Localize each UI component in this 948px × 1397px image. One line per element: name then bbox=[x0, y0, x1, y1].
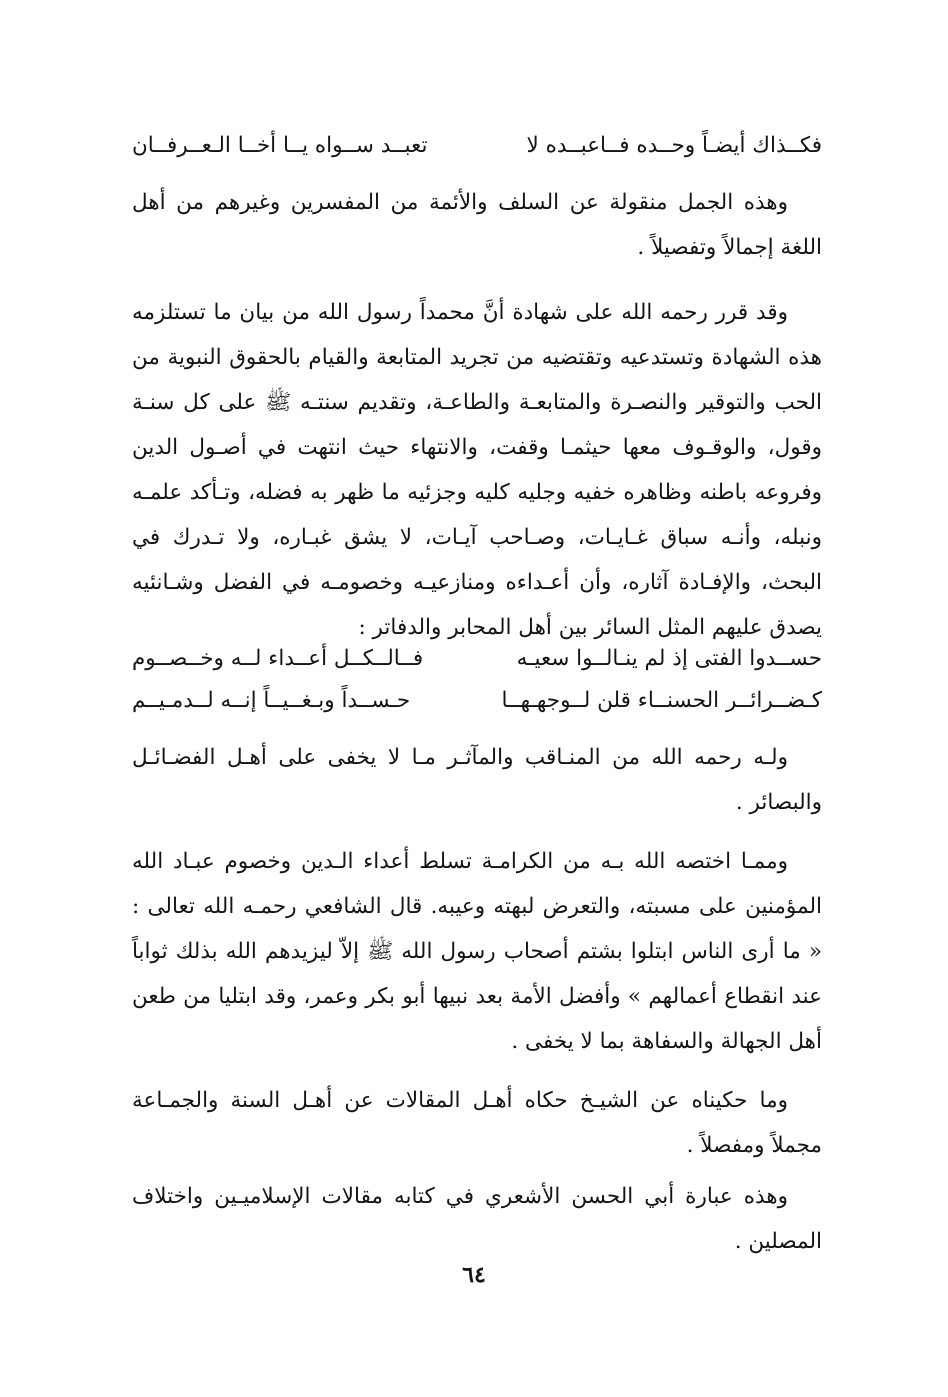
verse-first-hemistich: كـضــرائــر الحسنــاء قلن لــوجهـهــا bbox=[501, 687, 822, 713]
verse-first-hemistich: فكــذاك أيضـاً وحــده فــاعبــده لا bbox=[526, 132, 822, 158]
page-number: ٦٤ bbox=[462, 1262, 486, 1288]
verse-second-hemistich: تعبــد ســواه يــا أخــا الـعــرفــان bbox=[132, 132, 428, 158]
paragraph-6: وهذه عبارة أبي الحسن الأشعري في كتابه مقالات الإسلاميـين واختلاف المصلين . bbox=[132, 1184, 822, 1254]
paragraph-4: وممـا اختصه الله بـه من الكرامـة تسلط أعداء الـدين وخصوم عبـاد الله المؤمنين على مسبته، والتعرض لبهته وعيبه. قال الشافعي رحمـه الله تعالى : « ما أرى الناس ابتلوا بشتم أصحاب رسول الله ﷺ إلاّ ليزيدهم الله بذلك ثواباً عند انقطاع أعمالهم » وأفضل الأمة بعد نبيها أبو بكر وعمر، وقد ابتليا من طعن أهل الجهالة والسفاهة بما لا يخفى . bbox=[132, 849, 822, 1054]
verse-line-2 bbox=[132, 680, 822, 720]
paragraph-2: وقد قرر رحمه الله على شهادة أنَّ محمداً رسول الله من بيان ما تستلزمه هذه الشهادة وتستدعيه وتقتضيه من تجريد المتابعة والقيام بالحقوق النبوية من الحب والتوقير والنصـرة والمتابعـة والطاعـة، وتقديم سنتـه ﷺ على كل سنـة وقول، والوقـوف معها حيثمـا وقفت، والانتهاء حيث انتهت في أصـول الدين وفروعه باطنه وظاهره خفيه وجليه كليه وجزئيه ما ظهر به فضله، وتـأكد علمـه ونبله، وأنـه سباق غـايـات، وصـاحب آيـات، لا يشق غبـاره، ولا تـدرك في البحث، والإفـادة آثاره، وأن أعـداءه ومنازعيـه وخصومـه في الفضل وشـانئيه يصدق عليهم المثل السائر بين أهل المحابر والدفاتر : bbox=[132, 300, 822, 640]
paragraph-3: ولـه رحمه الله من المنـاقب والمآثـر مـا لا يخفى على أهـل الفضـائـل والبصائر . bbox=[132, 745, 822, 815]
paragraph-5: وما حكيناه عن الشيـخ حكاه أهـل المقالات عن أهـل السنة والجمـاعة مجملاً ومفصلاً . bbox=[132, 1088, 822, 1158]
verse-second-hemistich: فــالــكــل أعــداء لــه وخــصــوم bbox=[132, 645, 424, 671]
verse-first-hemistich: حســدوا الفتى إذ لم ينـالــوا سعيـه bbox=[516, 645, 822, 671]
verse-line-1 bbox=[132, 638, 822, 678]
paragraph-block-a bbox=[132, 180, 822, 650]
verse-second-hemistich: حـســداً وبـغــيــاً إنــه لــدمـيــم bbox=[132, 687, 411, 713]
paragraph-1: وهذه الجمل منقولة عن السلف والأئمة من المفسرين وغيرهم من أهل اللغة إجمالاً وتفصيلاً . bbox=[132, 190, 822, 260]
verse-line-top bbox=[132, 125, 822, 165]
paragraph-block-b bbox=[132, 735, 822, 1264]
